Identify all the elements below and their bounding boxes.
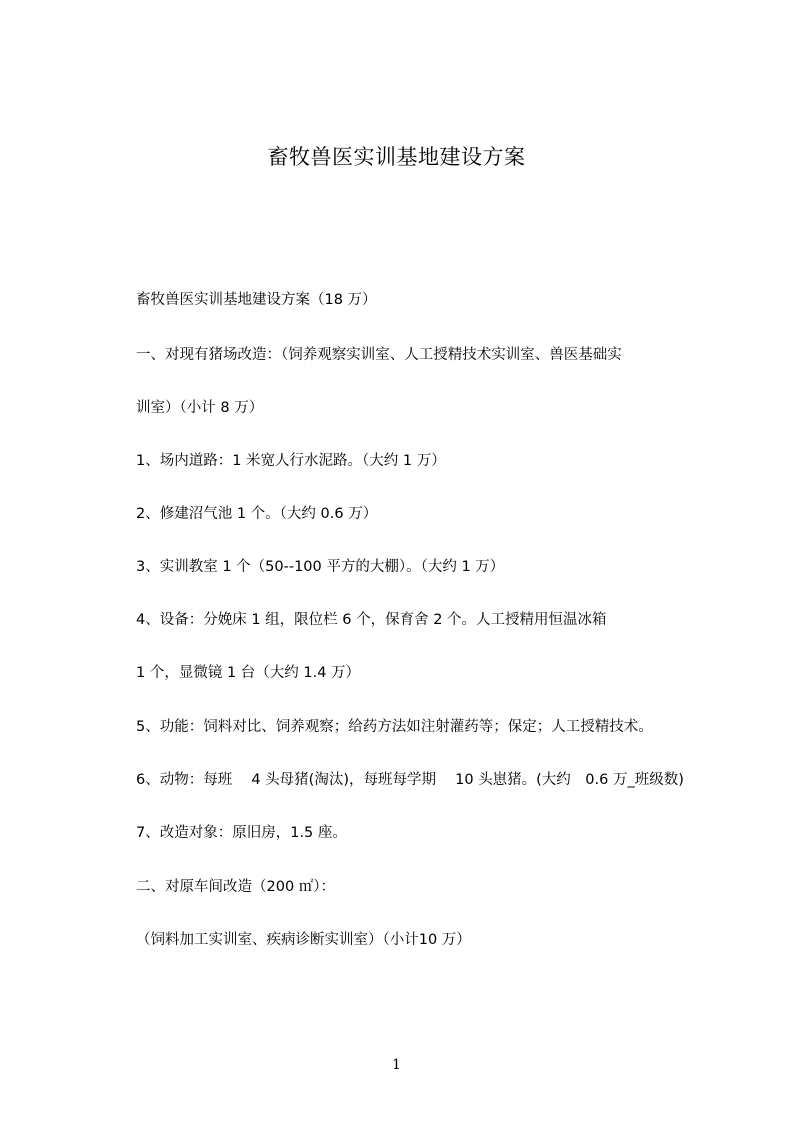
paragraph-line: 5、功能：饲料对比、饲养观察；给药方法如注射灌药等；保定；人工授精技术。 [136, 719, 653, 735]
paragraph-line: 1、场内道路：1 米宽人行水泥路。（大约 1 万） [136, 453, 446, 469]
document-title: 畜牧兽医实训基地建设方案 [267, 145, 526, 169]
paragraph-line: 畜牧兽医实训基地建设方案（18 万） [136, 292, 377, 308]
paragraph-line: 4、设备：分娩床 1 组，限位栏 6 个，保育舍 2 个。人工授精用恒温冰箱 [136, 612, 607, 628]
paragraph-line: 训室）（小计 8 万） [136, 400, 264, 416]
paragraph-line: 一、对现有猪场改造：（饲养观察实训室、人工授精技术实训室、兽医基础实 [136, 347, 622, 363]
paragraph-line: （饲料加工实训室、疾病诊断实训室）（小计10 万） [136, 932, 471, 948]
paragraph-line: 2、修建沼气池 1 个。（大约 0.6 万） [136, 506, 378, 522]
paragraph-line: 二、对原车间改造（200 ㎡）： [136, 879, 336, 895]
paragraph-line: 7、改造对象：原旧房，1.5 座。 [136, 825, 347, 841]
paragraph-line: 6、动物：每班 4 头母猪(淘汰)，每班每学期 10 头崽猪。(大约 0.6 万_班级数) [136, 772, 684, 788]
page-number: 1 [392, 1057, 401, 1073]
paragraph-line: 3、实训教室 1 个（50--100 平方的大棚）。（大约 1 万） [136, 559, 505, 575]
paragraph-line: 1 个，显微镜 1 台（大约 1.4 万） [136, 665, 361, 681]
